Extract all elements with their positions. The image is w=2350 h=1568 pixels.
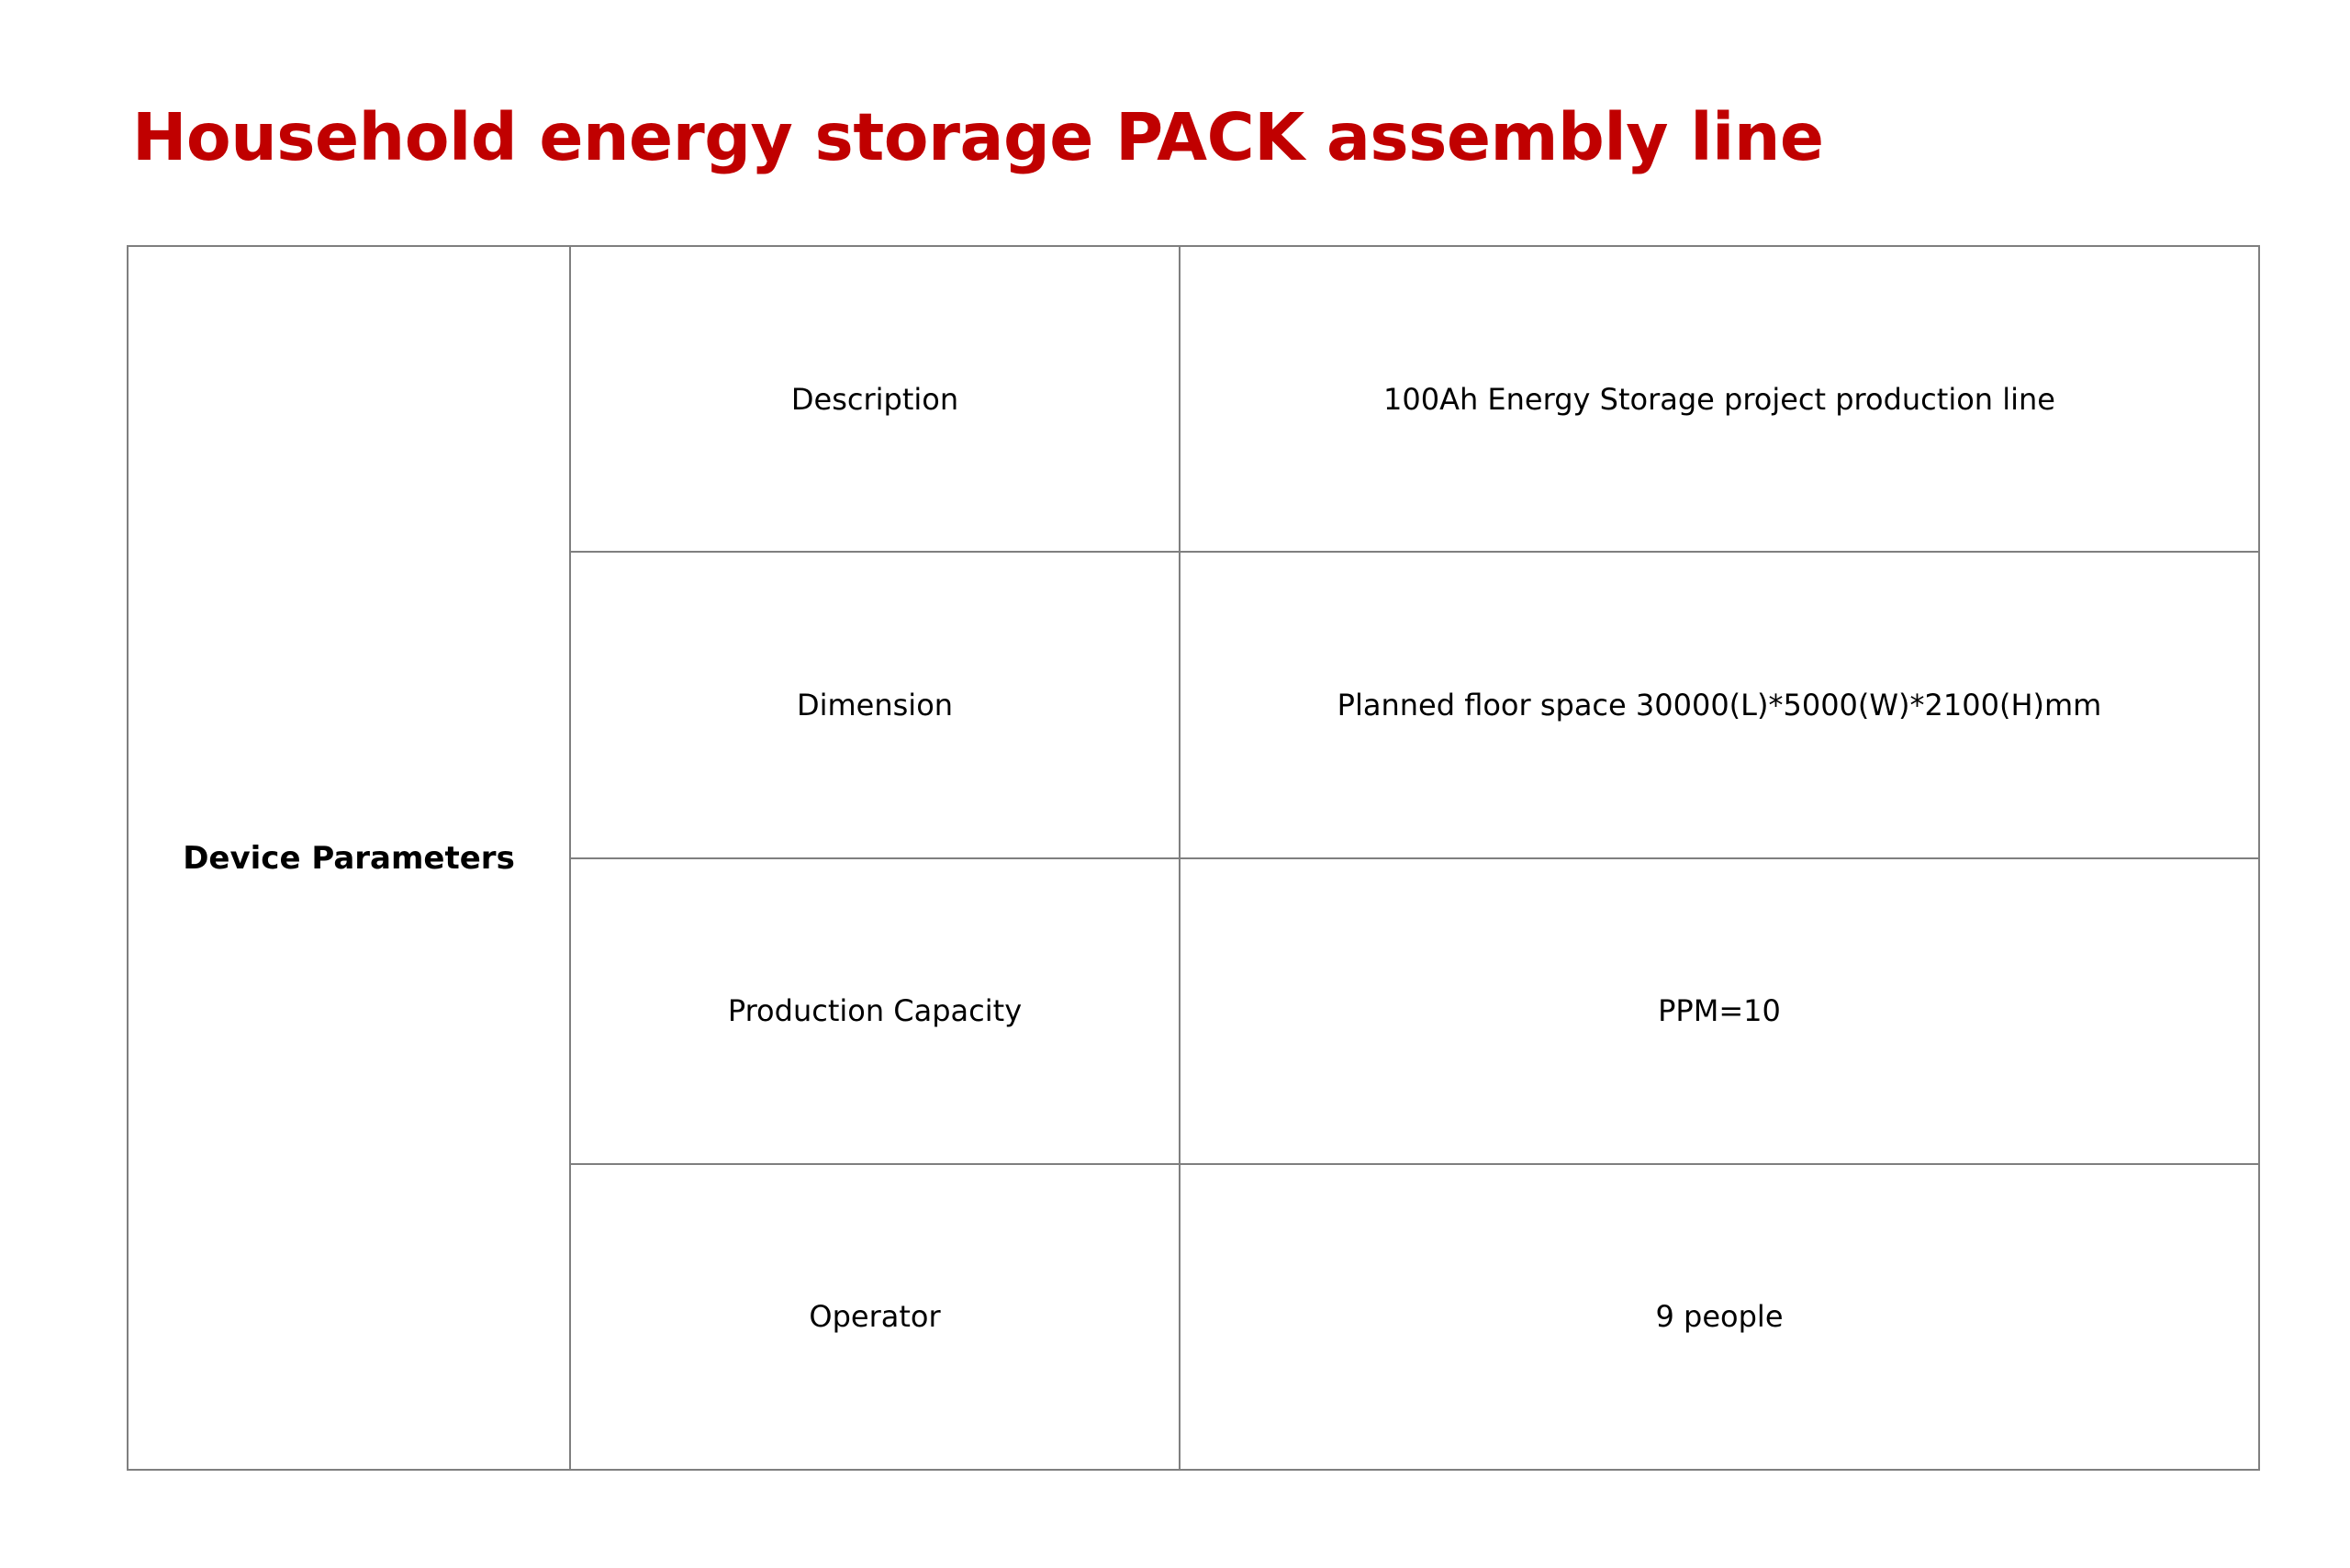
row-label-production-capacity: Production Capacity: [570, 858, 1180, 1164]
row-label-description: Description: [570, 246, 1180, 552]
group-label-cell: Device Parameters: [128, 246, 570, 1470]
row-label-dimension: Dimension: [570, 552, 1180, 857]
page-title: Household energy storage PACK assembly line: [132, 99, 1824, 175]
row-value-description: 100Ah Energy Storage project production line: [1180, 246, 2259, 552]
row-value-dimension: Planned floor space 30000(L)*5000(W)*2100(H)mm: [1180, 552, 2259, 857]
table-row: [128, 246, 2259, 552]
row-value-production-capacity: PPM=10: [1180, 858, 2259, 1164]
row-label-operator: Operator: [570, 1164, 1180, 1470]
device-parameters-table: [127, 245, 2260, 1471]
row-value-operator: 9 people: [1180, 1164, 2259, 1470]
